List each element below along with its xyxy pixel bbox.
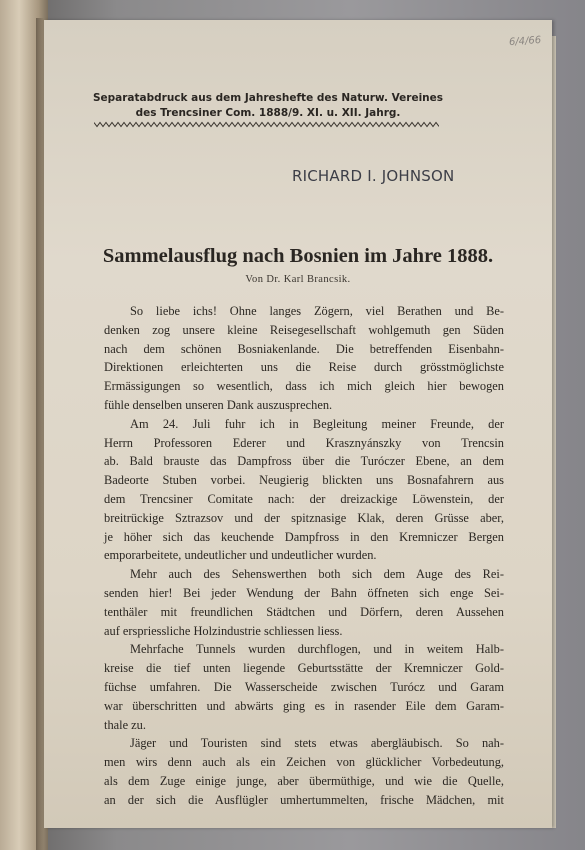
body-line: Am 24. Juli fuhr ich in Begleitung meiner Freunde, der <box>130 416 504 431</box>
body-line: men wirs denn auch als ein Zeichen von glücklicher Vorbedeutung, <box>104 755 504 770</box>
page-stack-edge <box>552 36 556 828</box>
body-line: Mehrfache Tunnels wurden durchflogen, und in weitem Halb- <box>130 642 504 657</box>
body-line: Mehr auch des Sehenswerthen both sich dem Auge des Rei- <box>130 567 504 582</box>
body-line: je höher sich das keuchende Dampfross in den Kremniczer Bergen <box>104 529 504 544</box>
body-line: So liebe ichs! Ohne langes Zögern, viel Berathen und Be- <box>130 304 504 318</box>
body-line: Herrn Professoren Ederer und Krasznyánszky von Trencsin <box>104 435 504 450</box>
body-line: thale zu. <box>104 717 146 732</box>
article-byline: Von Dr. Karl Brancsik. <box>245 274 351 285</box>
book-page <box>44 20 552 828</box>
body-line: tenthäler mit freundlichen Städtchen und Dörfern, deren Aussehen <box>104 604 504 619</box>
body-line: nach dem schönen Bosniakenlande. Die betreffenden Eisenbahn- <box>104 341 504 356</box>
body-line: war überschritten und abwärts ging es in rasender Eile dem Garam- <box>104 698 504 713</box>
body-line: breitrückige Sztrazsov und der spitznasige Klak, deren Grüsse aber, <box>104 510 504 525</box>
article-body <box>104 302 504 810</box>
body-line: auf erspriessliche Holzindustrie schliessen liess. <box>104 623 343 638</box>
body-line: füchse umfahren. Die Wasserscheide zwischen Turócz und Garam <box>104 679 504 694</box>
body-line: emporarbeitete, undeutlicher und undeutlicher wurden. <box>104 548 377 563</box>
body-line: Ermässigungen so wesentlich, dass ich mich gleich hier bewogen <box>104 379 504 394</box>
body-line: an der sich die Ausflügler umhertummelten, frische Mädchen, mit <box>104 792 504 807</box>
header-line-1: Separatabdruck aus dem Jahreshefte des Naturw. Vereines <box>92 92 444 104</box>
body-line: dem Trencsiner Comitate nach: der dreizackige Löwenstein, der <box>104 491 504 506</box>
body-line: Jäger und Touristen sind stets etwas abergläubisch. So nah- <box>130 736 504 751</box>
body-line: ab. Bald brauste das Dampfross über die Turóczer Ebene, an dem <box>104 454 504 469</box>
gutter-shadow <box>36 18 44 850</box>
offprint-header <box>88 91 448 121</box>
body-line: als dem Zuge einige junge, aber übermüthige, und wie die Quelle, <box>104 773 504 788</box>
body-line: Direktionen erleichterten uns die Reise durch grösstmöglichste <box>104 360 504 375</box>
body-line: denken zog unsere kleine Reisegesellschaft wohlgemuth gen Süden <box>104 322 504 337</box>
body-line: kreise die tief unten liegende Geburtsstätte der Kremniczer Gold- <box>104 661 504 676</box>
body-line: fühle denselben unseren Dank auszusprechen. <box>104 397 333 412</box>
decorative-zigzag-rule <box>94 121 439 129</box>
pencil-note: 6/4/66 <box>508 34 542 49</box>
header-line-2: des Trencsiner Com. 1888/9. XI. u. XII. Jahrg. <box>135 107 401 119</box>
body-line: Badeorte Stuben vorbei. Neugierig blickten uns Bosnafahrern aus <box>104 473 504 488</box>
body-line: senden hier! Bei jeder Wendung der Bahn öffneten sich enge Sei- <box>104 585 504 600</box>
owner-stamp: RICHARD I. JOHNSON <box>292 167 455 185</box>
article-title: Sammelausflug nach Bosnien im Jahre 1888. <box>102 245 494 267</box>
